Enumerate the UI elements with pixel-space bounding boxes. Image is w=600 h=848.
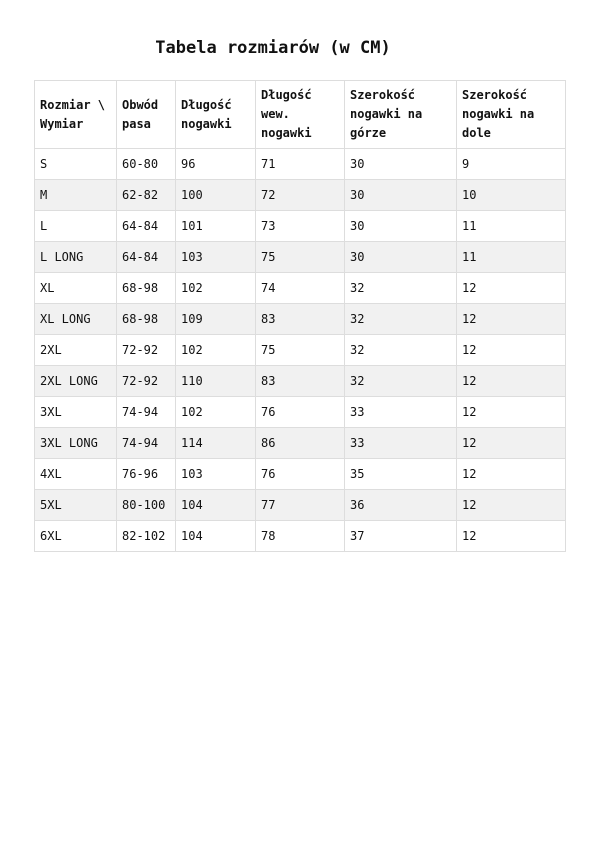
table-row <box>35 180 566 211</box>
cell-leg-width-top: 35 <box>345 459 457 490</box>
page-title: Tabela rozmiarów (w CM) <box>155 38 391 58</box>
table-row <box>35 397 566 428</box>
cell-waist: 82-102 <box>117 521 176 552</box>
cell-inseam-length: 71 <box>256 149 345 180</box>
cell-size: S <box>35 149 117 180</box>
cell-leg-length: 104 <box>176 521 256 552</box>
cell-leg-width-top: 30 <box>345 149 457 180</box>
cell-size: XL <box>35 273 117 304</box>
cell-leg-width-top: 32 <box>345 335 457 366</box>
cell-leg-width-bottom: 10 <box>457 180 566 211</box>
table-row <box>35 490 566 521</box>
cell-leg-width-bottom: 12 <box>457 335 566 366</box>
cell-waist: 72-92 <box>117 335 176 366</box>
table-row <box>35 459 566 490</box>
header-leg-width-bottom: Szerokość nogawki na dole <box>457 81 566 149</box>
cell-leg-length: 96 <box>176 149 256 180</box>
cell-leg-length: 109 <box>176 304 256 335</box>
cell-leg-width-bottom: 12 <box>457 304 566 335</box>
table-row <box>35 273 566 304</box>
cell-leg-width-bottom: 12 <box>457 273 566 304</box>
cell-leg-width-top: 30 <box>345 180 457 211</box>
cell-leg-length: 103 <box>176 242 256 273</box>
cell-inseam-length: 86 <box>256 428 345 459</box>
cell-leg-length: 100 <box>176 180 256 211</box>
cell-inseam-length: 76 <box>256 397 345 428</box>
cell-leg-width-top: 36 <box>345 490 457 521</box>
cell-size: M <box>35 180 117 211</box>
cell-leg-width-top: 30 <box>345 242 457 273</box>
cell-waist: 68-98 <box>117 273 176 304</box>
cell-leg-width-top: 33 <box>345 428 457 459</box>
cell-waist: 76-96 <box>117 459 176 490</box>
table-row <box>35 304 566 335</box>
cell-size: 6XL <box>35 521 117 552</box>
cell-leg-length: 110 <box>176 366 256 397</box>
cell-size: 3XL <box>35 397 117 428</box>
cell-leg-length: 102 <box>176 335 256 366</box>
header-size: Rozmiar \ Wymiar <box>35 81 117 149</box>
cell-leg-width-bottom: 12 <box>457 397 566 428</box>
cell-leg-length: 102 <box>176 273 256 304</box>
cell-leg-width-bottom: 11 <box>457 242 566 273</box>
cell-waist: 72-92 <box>117 366 176 397</box>
cell-waist: 64-84 <box>117 242 176 273</box>
cell-size: XL LONG <box>35 304 117 335</box>
size-table <box>34 80 566 552</box>
table-body <box>35 149 566 552</box>
cell-inseam-length: 74 <box>256 273 345 304</box>
cell-inseam-length: 77 <box>256 490 345 521</box>
header-leg-length: Długość nogawki <box>176 81 256 149</box>
cell-waist: 60-80 <box>117 149 176 180</box>
cell-size: 2XL <box>35 335 117 366</box>
cell-leg-width-bottom: 12 <box>457 366 566 397</box>
header-waist: Obwód pasa <box>117 81 176 149</box>
cell-leg-length: 114 <box>176 428 256 459</box>
table-row <box>35 211 566 242</box>
cell-size: L LONG <box>35 242 117 273</box>
cell-leg-width-bottom: 12 <box>457 459 566 490</box>
cell-size: 3XL LONG <box>35 428 117 459</box>
cell-leg-width-bottom: 12 <box>457 521 566 552</box>
table-row <box>35 366 566 397</box>
cell-waist: 80-100 <box>117 490 176 521</box>
cell-inseam-length: 78 <box>256 521 345 552</box>
cell-leg-length: 104 <box>176 490 256 521</box>
cell-leg-width-top: 30 <box>345 211 457 242</box>
cell-size: 4XL <box>35 459 117 490</box>
table-header-row <box>35 81 566 149</box>
cell-leg-width-bottom: 12 <box>457 428 566 459</box>
cell-waist: 74-94 <box>117 397 176 428</box>
cell-waist: 64-84 <box>117 211 176 242</box>
cell-inseam-length: 72 <box>256 180 345 211</box>
cell-leg-length: 101 <box>176 211 256 242</box>
cell-leg-width-top: 32 <box>345 366 457 397</box>
cell-leg-width-bottom: 11 <box>457 211 566 242</box>
table-row <box>35 521 566 552</box>
cell-leg-width-top: 32 <box>345 273 457 304</box>
cell-leg-width-top: 37 <box>345 521 457 552</box>
table-row <box>35 335 566 366</box>
cell-waist: 74-94 <box>117 428 176 459</box>
cell-size: 2XL LONG <box>35 366 117 397</box>
header-inseam-length: Długość wew. nogawki <box>256 81 345 149</box>
cell-waist: 62-82 <box>117 180 176 211</box>
table-row <box>35 149 566 180</box>
cell-size: L <box>35 211 117 242</box>
cell-leg-width-bottom: 12 <box>457 490 566 521</box>
cell-inseam-length: 75 <box>256 242 345 273</box>
cell-waist: 68-98 <box>117 304 176 335</box>
cell-inseam-length: 75 <box>256 335 345 366</box>
table-row <box>35 242 566 273</box>
table-row <box>35 428 566 459</box>
cell-leg-length: 103 <box>176 459 256 490</box>
cell-inseam-length: 73 <box>256 211 345 242</box>
cell-leg-width-bottom: 9 <box>457 149 566 180</box>
cell-leg-length: 102 <box>176 397 256 428</box>
cell-leg-width-top: 33 <box>345 397 457 428</box>
cell-inseam-length: 83 <box>256 366 345 397</box>
cell-inseam-length: 83 <box>256 304 345 335</box>
cell-inseam-length: 76 <box>256 459 345 490</box>
cell-size: 5XL <box>35 490 117 521</box>
cell-leg-width-top: 32 <box>345 304 457 335</box>
header-leg-width-top: Szerokość nogawki na górze <box>345 81 457 149</box>
